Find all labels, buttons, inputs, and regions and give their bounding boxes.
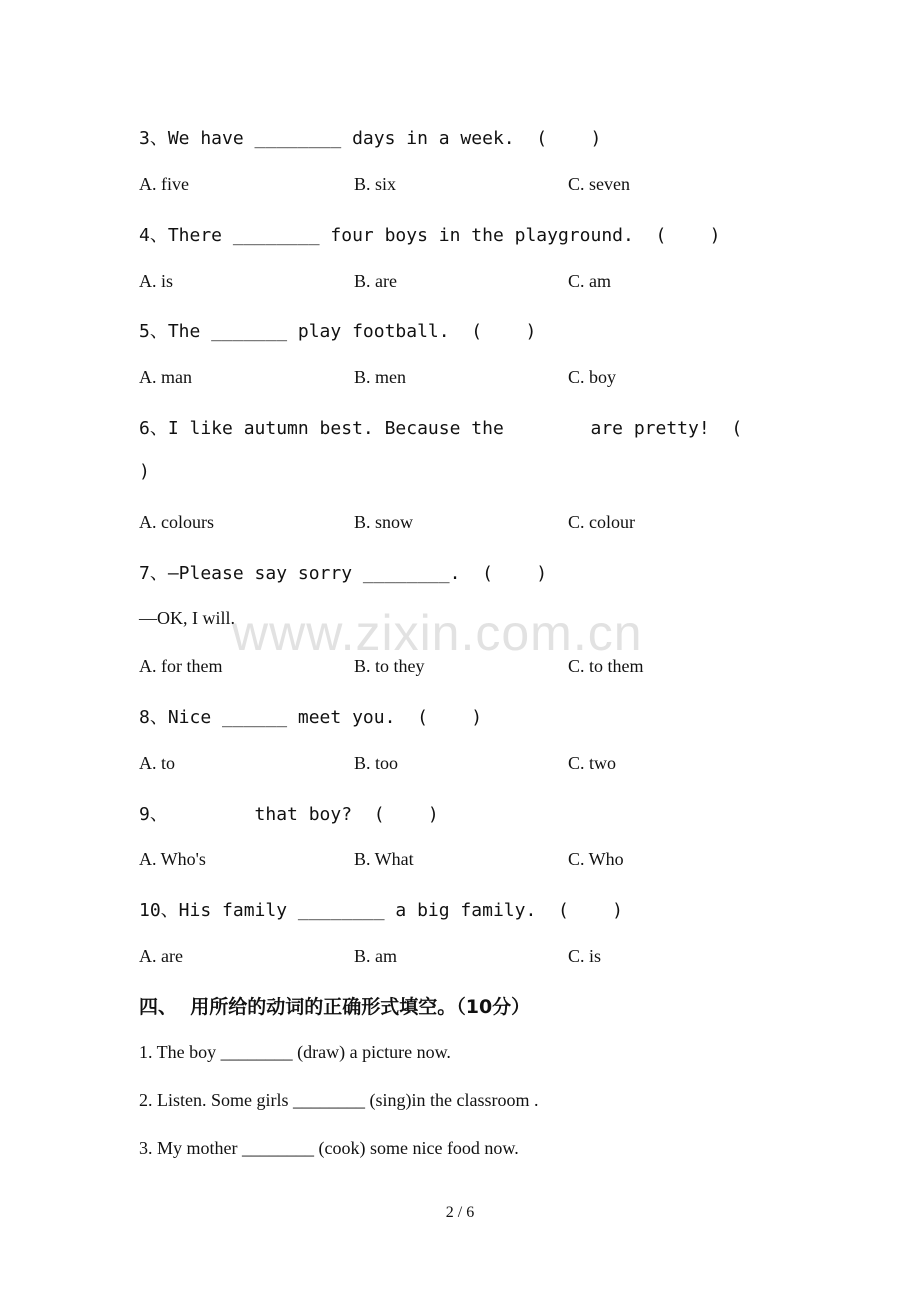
option-b: B. snow — [354, 512, 414, 532]
option-b: B. What — [354, 849, 414, 869]
option-a: A. colours — [139, 512, 214, 532]
option-c: C. Who — [568, 849, 624, 869]
question-5-stem: 5、The _______ play football. ( ) — [139, 321, 537, 342]
watermark: www.zixin.com.cn — [232, 605, 643, 661]
option-c: C. colour — [568, 512, 635, 532]
option-c: C. seven — [568, 174, 630, 194]
option-c: C. is — [568, 946, 602, 966]
question-6-stem-continued: ) — [139, 461, 150, 482]
fill-item-3: 3. My mother ________ (cook) some nice food now. — [139, 1138, 519, 1158]
question-7-options — [0, 656, 920, 680]
fill-item-1: 1. The boy ________ (draw) a picture now. — [139, 1042, 451, 1062]
option-b: B. six — [354, 174, 397, 194]
option-c: C. two — [568, 753, 617, 773]
option-c: C. am — [568, 271, 611, 291]
question-5-options — [0, 367, 920, 391]
option-a: A. five — [139, 174, 189, 194]
option-a: A. Who's — [139, 849, 206, 869]
section-4-heading: 四、 用所给的动词的正确形式填空。（10分） — [139, 996, 531, 1018]
question-8-stem: 8、Nice ______ meet you. ( ) — [139, 707, 483, 728]
question-3-options — [0, 174, 920, 198]
option-a: A. is — [139, 271, 174, 291]
question-7-stem: 7、—Please say sorry ________. ( ) — [139, 563, 548, 584]
option-b: B. am — [354, 946, 397, 966]
question-9-options — [0, 849, 920, 873]
option-b: B. are — [354, 271, 397, 291]
fill-item-2: 2. Listen. Some girls ________ (sing)in the classroom . — [139, 1090, 539, 1110]
question-6-stem: 6、I like autumn best. Because the are pretty! ( — [139, 418, 743, 439]
question-4-stem: 4、There ________ four boys in the playground. ( ) — [139, 225, 721, 246]
option-b: B. too — [354, 753, 399, 773]
option-a: A. are — [139, 946, 183, 966]
question-7-reply: —OK, I will. — [139, 608, 235, 628]
question-10-options — [0, 946, 920, 970]
question-6-options — [0, 512, 920, 536]
question-3-stem: 3、We have ________ days in a week. ( ) — [139, 128, 602, 149]
question-10-stem: 10、His family ________ a big family. ( ) — [139, 900, 623, 921]
option-c: C. boy — [568, 367, 617, 387]
option-a: A. for them — [139, 656, 223, 676]
option-b: B. to they — [354, 656, 425, 676]
option-a: A. to — [139, 753, 175, 773]
option-a: A. man — [139, 367, 192, 387]
question-9-stem: 9、 that boy? ( ) — [139, 804, 439, 825]
option-b: B. men — [354, 367, 406, 387]
question-4-options — [0, 271, 920, 295]
option-c: C. to them — [568, 656, 644, 676]
question-8-options — [0, 753, 920, 777]
page-number: 2 / 6 — [445, 1204, 475, 1221]
